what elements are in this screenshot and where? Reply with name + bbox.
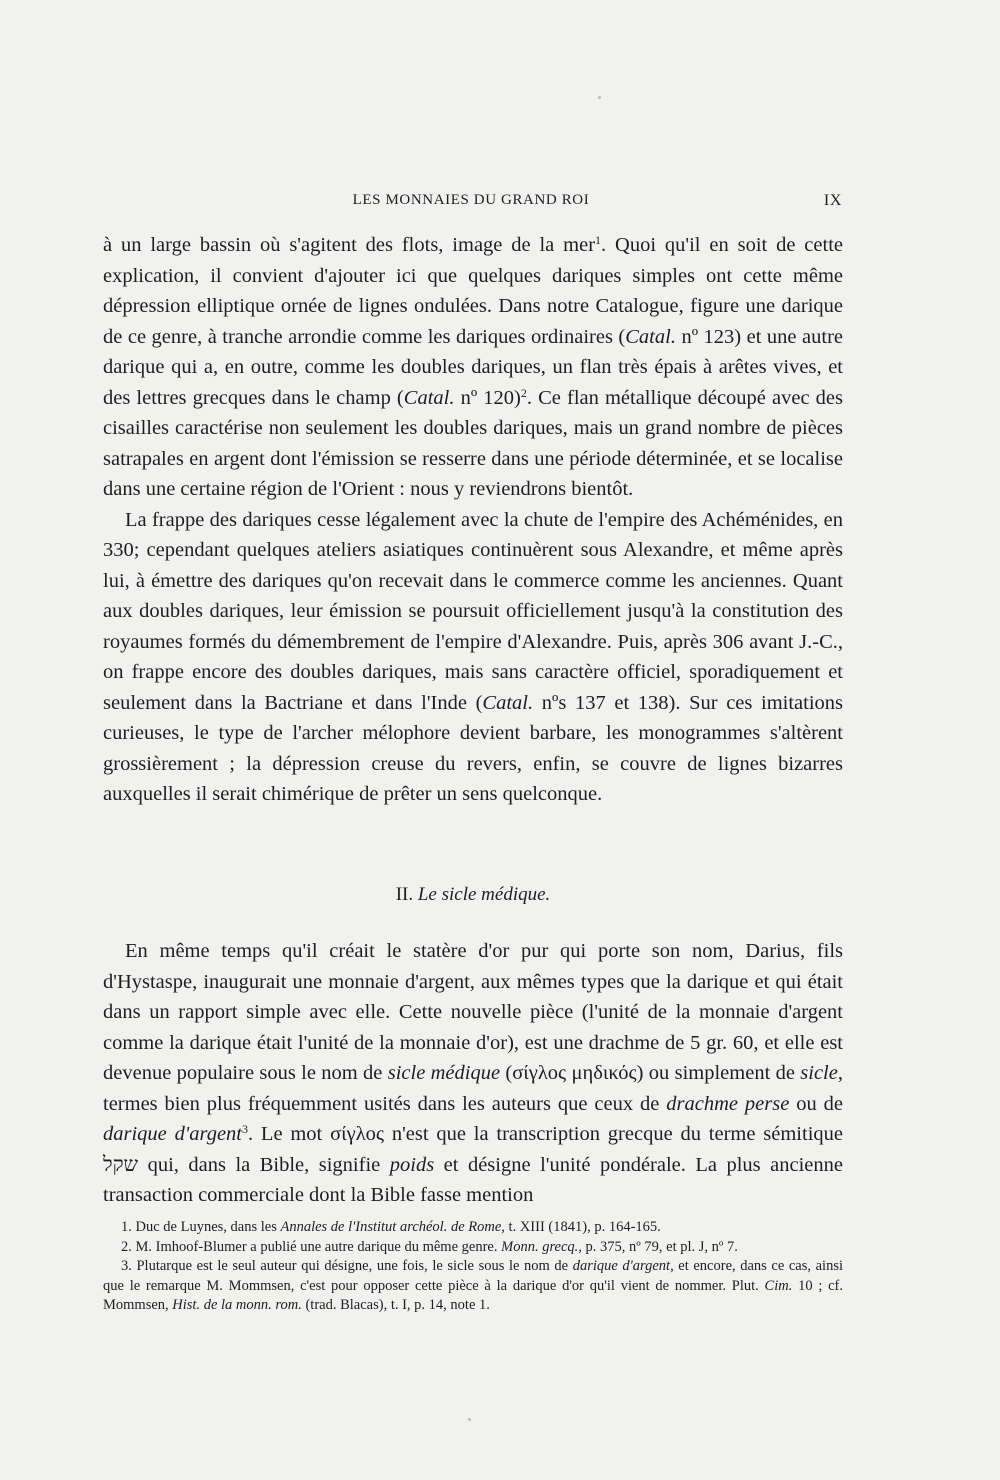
section-heading [103,884,843,906]
italic-ref: darique d'argent, [572,1258,674,1274]
text-run: La frappe des dariques cesse légalement avec la chute de l'empire des Achéménides, en 330; cependant quelques ateliers asiatiques continuèrent sous Alexandre, et même après lui, à émettre des dariques qu'on recevait dans le commerce comme les anciennes. Quant aux doubles dariques, leur émission se poursuit officiellement jusqu'à la constitution des royaumes formés du démembrement de l'empire d'Alexandre. Puis, après 306 avant J.-C., on frappe encore des doubles dariques, mais sans caractère officiel, sporadiquement et seulement dans la Bactriane et dans l'Inde ( [103,508,843,714]
italic-term: darique d'argent [103,1123,242,1145]
text-run: t. XIII (1841), p. 164-165. [504,1219,661,1235]
paragraph [103,505,843,810]
body-text-lower [103,936,843,1211]
footnote-ref[interactable]: 2 [520,385,527,400]
text-run: nºs 137 et 138). Sur ces imitations curieuses, le type de l'archer mélophore devient barbare, les monogrammes s'altèrent grossièrement ; la dépression creuse du revers, enfin, se couvre de lignes bizarres auxquelles il serait chimérique de prêter un sens quelconque. [103,691,843,805]
footnote [103,1238,843,1258]
running-title: LES MONNAIES DU GRAND ROI [352,192,590,208]
text-run: 2. M. Imhoof-Blumer a publié une autre darique du même genre. [121,1238,502,1255]
text-run: ou de [789,1092,843,1115]
text-run: En même temps qu'il créait le statère d'or pur qui porte son nom, Darius, fils d'Hystaspe, inaugurait une monnaie d'argent, aux mêmes types que la darique et qui était dans un rapport simple avec elle. Cette nouvelle pièce (l'unité de la monnaie d'argent comme la darique était l'unité de la monnaie d'or), est une drachme de 5 gr. 60, et elle est devenue populaire sous le nom de [103,940,843,1084]
text-run: et désigne l'unité pondérale. La plus ancienne transaction commerciale dont la Bible fasse mention [103,1153,843,1206]
text-run: et encore, dans ce cas, ainsi que le remarque M. Mommsen, c'est pour opposer cette pièce à la darique d'or qu'il vient de nommer. Plut. [103,1258,843,1294]
text-run: , termes bien plus fréquemment usités dans les auteurs que ceux de [103,1062,843,1115]
text-run: (trad. Blacas), t. I, p. 14, note 1. [301,1297,490,1313]
footnote-ref[interactable]: 3 [241,1122,248,1136]
footnotes [103,1218,843,1316]
text-run: 1. Duc de Luynes, dans les [121,1219,281,1235]
text-run: 3. Plutarque est le seul auteur qui désigne, une fois, le sicle sous le nom de [121,1258,573,1274]
text-run: . Ce flan métallique découpé avec des cisailles caractérise non seulement les doubles dariques, mais un grand nombre de pièces satrapales en argent dont l'émission se resserre dans une période déterminée, et se localise dans une certaine région de l'Orient : nous y reviendrons bientôt. [103,386,843,500]
text-run: 10 ; cf. Mommsen, [103,1277,844,1313]
footnote [103,1257,843,1316]
italic-ref: Hist. de la monn. rom. [172,1297,302,1313]
italic-term: sicle médique [387,1062,501,1084]
footnote [103,1218,843,1238]
text-run: . Quoi qu'il en soit de cette explication, il convient d'ajouter ici que quelques dariques simples ont cette même dépression elliptique ornée de lignes ondulées. Dans notre Catalogue, figure une darique de ce genre, à tranche arrondie comme les dariques ordinaires ( [103,234,843,348]
italic-term: sicle [800,1062,838,1084]
paper-speck [468,1418,471,1421]
text-run: . Le mot σίγλος n'est que la transcription grecque du terme sémitique שקל qui, dans la Bible, signifie [103,1123,843,1176]
section-number: II. [395,884,414,905]
text-run: p. 375, nº 79, et pl. J, nº 7. [581,1238,738,1255]
italic-ref: Catal. [403,386,455,409]
body-text-upper [103,230,843,810]
italic-ref: Catal. [625,325,676,348]
paragraph [103,230,843,505]
running-head [100,192,842,216]
text-run: nº 123) et une autre darique qui a, en outre, comme les doubles dariques, un flan très épais à arêtes vives, et des lettres grecques dans le champ ( [103,325,843,409]
text-run: à un large bassin où s'agitent des flots, image de la mer [103,234,596,256]
italic-ref: Cim. [764,1277,793,1294]
section-title: Le sicle médique. [417,884,551,905]
paper-speck [598,96,601,99]
text-run: (σίγλος μηδικός) ou simplement de [500,1062,801,1084]
footnote-ref[interactable]: 1 [595,233,602,247]
italic-ref: Monn. grecq., [501,1238,582,1255]
page-number: IX [823,192,842,209]
text-run: nº 120) [454,386,521,409]
italic-ref: Catal. [482,691,534,714]
italic-term: poids [389,1153,435,1176]
italic-ref: Annales de l'Institut archéol. de Rome, [280,1219,505,1235]
italic-term: drachme perse [666,1092,790,1115]
paragraph [103,936,843,1211]
